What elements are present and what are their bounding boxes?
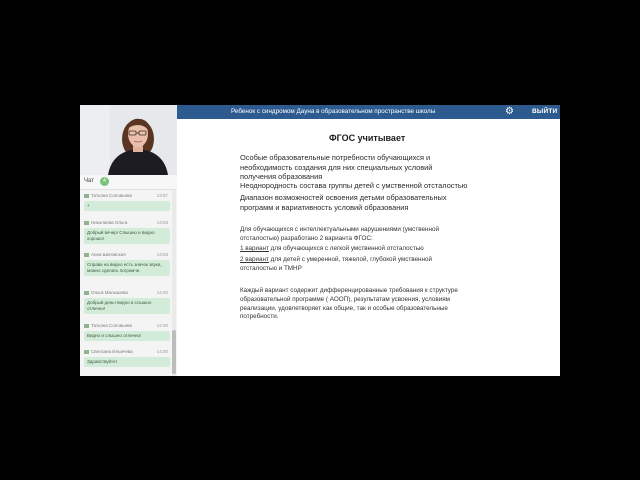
chat-scrollbar[interactable]: [172, 190, 176, 376]
left-panel: [80, 105, 178, 376]
presentation-slide: [177, 119, 560, 376]
chat-message-list[interactable]: [80, 190, 172, 376]
chat-text: +: [84, 201, 170, 211]
slide-line: Для обучающихся с интеллектуальными нарушениями (умственной: [240, 226, 439, 233]
chat-text: Видно и слышно отлично!: [84, 331, 170, 341]
chat-time: 13:58: [156, 220, 168, 225]
slide-summary: [240, 287, 458, 322]
variant-1-label: 1 вариант: [240, 245, 269, 252]
chat-text: Здравствуйте!: [84, 357, 170, 367]
slide-variant-1: [240, 245, 424, 254]
chat-author: Николаева Ольга: [91, 220, 128, 225]
chat-author: Светлана Ильичева: [91, 349, 133, 354]
variant-1-text: для обучающихся с легкой умственной отсталостью: [268, 245, 424, 252]
chat-time: 13:57: [156, 193, 168, 198]
slide-line: Диапазон возможностей освоения детьми образовательных: [240, 193, 447, 202]
webinar-title: Ребенок с синдромом Дауна в образовательном пространстве школы: [231, 108, 436, 115]
chat-author: Татьяна Соловьева: [91, 193, 132, 198]
chat-message: [84, 252, 170, 276]
slide-line: потребности.: [240, 313, 279, 321]
presenter-video-frame: [80, 105, 177, 175]
chat-author: Ольга Малышева: [91, 290, 128, 295]
chat-count-badge: 4: [100, 177, 109, 186]
slide-line: Каждый вариант содержит дифференцированные требования к структуре: [240, 287, 458, 294]
chat-message: [84, 290, 170, 314]
user-icon: [84, 253, 89, 257]
presenter-video[interactable]: [80, 105, 177, 175]
chat-scrollbar-thumb[interactable]: [172, 330, 176, 374]
slide-variants-intro: [240, 226, 439, 244]
slide-line: получения образования: [240, 172, 323, 182]
webinar-window: [80, 105, 560, 376]
slide-point-2: Неоднородность состава группы детей с умственной отсталостью: [240, 181, 468, 190]
chat-text: Добрый день! видно и слышно отлично!: [84, 298, 170, 314]
slide-point-3: [240, 193, 447, 212]
user-icon: [84, 194, 89, 198]
chat-message: [84, 220, 170, 244]
slide-line: образовательной программе ( АООП), результатам усвоения, условиям: [240, 295, 450, 303]
chat-time: 14:00: [156, 349, 168, 354]
chat-text: Справа на видео есть значок звука, можно сделать погромче.: [84, 260, 170, 276]
slide-line: необходимость создания для них специальных условий: [240, 162, 433, 172]
variant-2-text: для детей с умеренной, тяжелой, глубокой умственной: [268, 256, 433, 263]
slide-heading: ФГОС учитывает: [329, 133, 406, 143]
chat-header: [80, 175, 177, 190]
chat-author: Анна Шкловская: [91, 252, 126, 257]
chat-message: [84, 193, 170, 211]
slide-variant-2: [240, 256, 432, 274]
slide-line: реализации, удовлетворяет как общие, так и особые образовательные: [240, 304, 448, 312]
slide-line: программ и вариативность условий образования: [240, 202, 409, 212]
chat-author: Татьяна Соловьева: [91, 323, 132, 328]
user-icon: [84, 221, 89, 225]
user-icon: [84, 291, 89, 295]
chat-time: 14:00: [156, 290, 168, 295]
variant-2-label: 2 вариант: [240, 256, 269, 263]
chat-message: [84, 323, 170, 341]
slide-point-1: [240, 153, 432, 182]
user-icon: [84, 324, 89, 328]
slide-line: Особые образовательные потребности обучающихся и: [240, 153, 431, 162]
chat-time: 13:59: [156, 252, 168, 257]
exit-button[interactable]: ВЫЙТИ: [532, 108, 558, 115]
top-bar: [177, 105, 560, 119]
chat-text: Добрый вечер! Слышно и видно хорошо!: [84, 228, 170, 244]
user-icon: [84, 350, 89, 354]
slide-line: отсталостью) разработано 2 варианта ФГОС:: [240, 234, 373, 242]
chat-label: Чат: [84, 178, 94, 184]
gear-icon[interactable]: ⚙: [505, 106, 514, 117]
chat-time: 14:00: [156, 323, 168, 328]
slide-line: отсталостью и ТМНР: [240, 264, 302, 272]
chat-message: [84, 349, 170, 367]
